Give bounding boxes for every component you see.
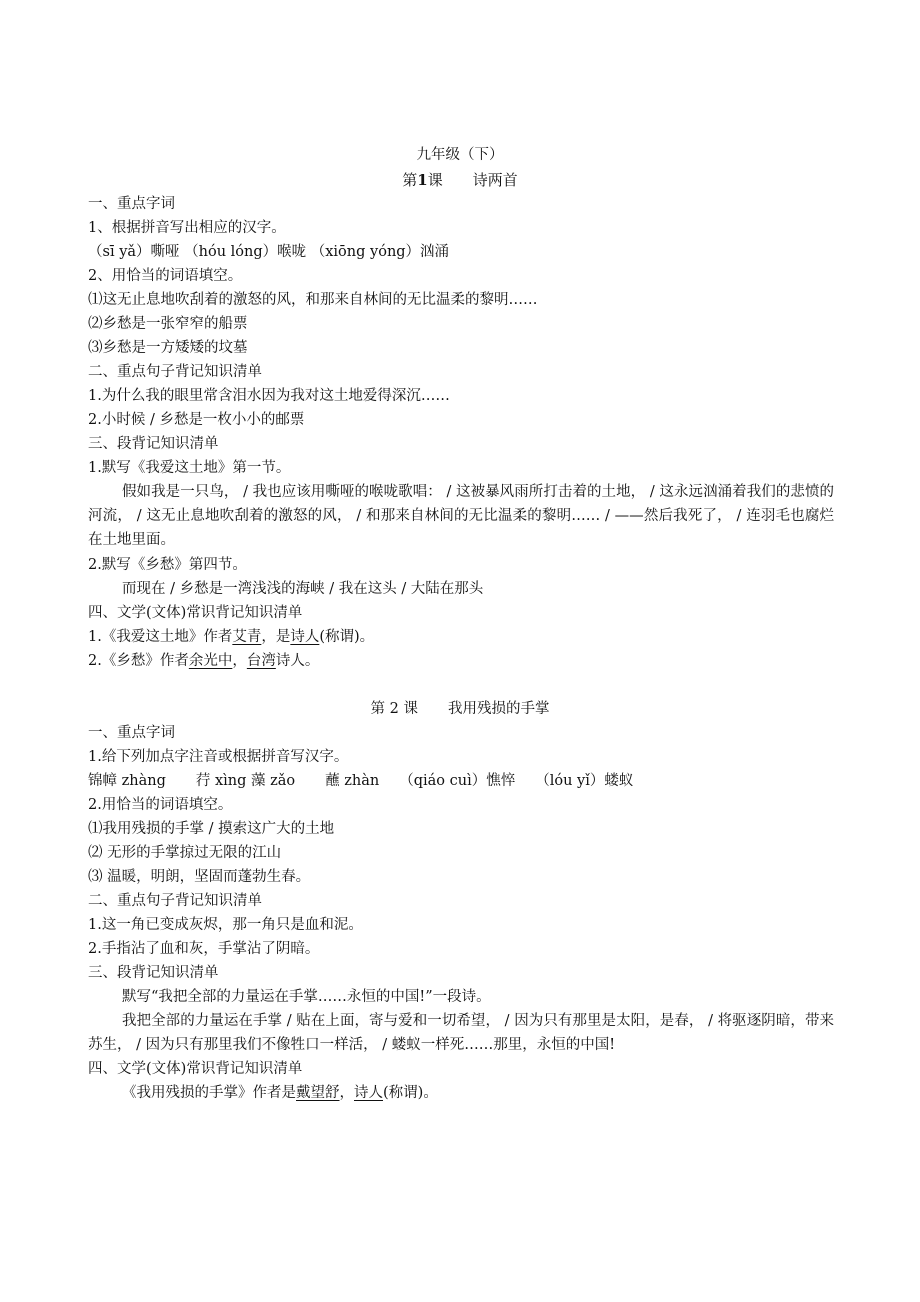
grade-title: 九年级（下） <box>416 147 504 163</box>
l2-s1-fill3: ⑶ 温暖，明朗，坚固而蓬勃生春。 <box>88 869 311 885</box>
l2-s4-line1 <box>122 1083 438 1103</box>
l1-s2-item1: 1.为什么我的眼里常含泪水因为我对这土地爱得深沉…… <box>88 388 450 404</box>
l2-section4-title: 四、文学(文体)常识背记知识清单 <box>88 1061 303 1077</box>
l1-s4-region-taiwan: 台湾 <box>246 653 276 669</box>
l1-s4-l2-sep: ， <box>232 653 247 669</box>
l1-s4-l2-text: 2.《乡愁》作者 <box>88 653 189 669</box>
l2-s1-item1: 1.给下列加点字注音或根据拼音写汉字。 <box>88 749 349 765</box>
l1-s1-fill1: ⑴这无止息地吹刮着的激怒的风，和那来自林间的无比温柔的黎明…… <box>88 292 538 308</box>
l1-section1-title: 一、重点字词 <box>88 196 175 212</box>
lesson1-heading-unit: 课 <box>427 171 443 189</box>
l1-s1-pinyin: （sī yǎ）嘶哑 （hóu lóng）喉咙 （xiōng yóng）汹涌 <box>88 244 450 260</box>
l2-s2-item1: 1.这一角已变成灰烬，那一角只是血和泥。 <box>88 917 363 933</box>
l1-s1-fill2: ⑵乡愁是一张窄窄的船票 <box>88 316 248 332</box>
l2-pinyin-zhan: 蘸 zhàn <box>325 773 380 789</box>
l1-s4-l1-end: (称谓)。 <box>319 629 375 645</box>
l2-s1-fill2: ⑵ 无形的手掌掠过无限的江山 <box>88 845 282 861</box>
lesson1-heading-num: 第 <box>402 171 418 189</box>
l2-s4-l1-sep: ， <box>339 1085 354 1101</box>
l2-s4-l1-text: 《我用残损的手掌》作者是 <box>122 1085 296 1101</box>
l1-s3-item2: 2.默写《乡愁》第四节。 <box>88 557 247 573</box>
lesson1-heading <box>0 170 920 190</box>
l1-s1-fill3: ⑶乡愁是一方矮矮的坟墓 <box>88 340 248 356</box>
l1-s4-l1-text: 1.《我爱这土地》作者 <box>88 629 233 645</box>
l2-s1-pinyin <box>88 771 633 791</box>
l2-s1-fill1: ⑴我用残损的手掌 / 摸索这广大的土地 <box>88 821 335 837</box>
l2-s1-item2: 2.用恰当的词语填空。 <box>88 797 233 813</box>
l2-pinyin-jinzhang: 锦幛 zhàng <box>88 773 166 789</box>
l1-s4-l2-end: 诗人。 <box>275 653 320 669</box>
l2-s4-title-poet: 诗人 <box>354 1085 383 1101</box>
lesson1-heading-number: 1 <box>417 171 428 189</box>
l1-section2-title: 二、重点句子背记知识清单 <box>88 364 262 380</box>
lesson2-heading <box>0 699 920 719</box>
l1-s1-item1: 1、根据拼音写出相应的汉字。 <box>88 220 286 236</box>
l2-s4-author-daiwangshu: 戴望舒 <box>296 1085 340 1101</box>
l2-s2-item2: 2.手指沾了血和灰，手掌沾了阴暗。 <box>88 941 320 957</box>
l2-s3-poem1: 我把全部的力量运在手掌 / 贴在上面，寄与爱和一切希望， / 因为只有那里是太阳，是春， / 将驱逐阴暗，带来苏生， / 因为只有那里我们不像牲口一样活， / 蝼蚁一样死……那里，永恒的中国! <box>88 1013 834 1053</box>
l1-s4-line1 <box>88 627 374 647</box>
l1-s4-author-yuguangzhong: 余光中 <box>188 653 233 669</box>
l2-pinyin-qiaocui: （qiáo cuì）憔悴 <box>399 773 516 789</box>
l2-section1-title: 一、重点字词 <box>88 725 175 741</box>
l1-s3-poem2: 而现在 / 乡愁是一湾浅浅的海峡 / 我在这头 / 大陆在那头 <box>122 581 484 597</box>
l1-s1-item2: 2、用恰当的词语填空。 <box>88 268 243 284</box>
l2-s3-item1: 默写“我把全部的力量运在手掌……永恒的中国!”一段诗。 <box>122 989 491 1005</box>
l1-section4-title: 四、文学(文体)常识背记知识清单 <box>88 605 303 621</box>
lesson1-heading-title: 诗两首 <box>472 171 518 189</box>
l1-s4-line2 <box>88 651 319 671</box>
l2-s4-l1-end: (称谓)。 <box>383 1085 438 1101</box>
lesson2-heading-num: 第 2 课 <box>370 701 418 717</box>
l2-section2-title: 二、重点句子背记知识清单 <box>88 893 262 909</box>
l2-section3-title: 三、段背记知识清单 <box>88 965 219 981</box>
l2-pinyin-louyi: （lóu yǐ）蝼蚁 <box>535 773 634 789</box>
lesson2-heading-title: 我用残损的手掌 <box>447 701 550 717</box>
l1-s3-poem1: 假如我是一只鸟， / 我也应该用嘶哑的喉咙歌唱： / 这被暴风雨所打击着的土地， / 这永远汹涌着我们的悲愤的河流， / 这无止息地吹刮着的激怒的风， / 和那来自林间的无比温柔的黎明…… / ——然后我死了， / 连羽毛也腐烂在土地里面。 <box>88 484 834 548</box>
l1-s3-item1: 1.默写《我爱这土地》第一节。 <box>88 460 291 476</box>
l1-s4-title-poet: 诗人 <box>290 629 320 645</box>
l1-s2-item2: 2.小时候 / 乡愁是一枚小小的邮票 <box>88 412 305 428</box>
l1-s4-l1-sep: ，是 <box>261 629 291 645</box>
l1-section3-title: 三、段背记知识清单 <box>88 436 219 452</box>
l1-s4-author-aiqing: 艾青 <box>232 629 262 645</box>
l2-pinyin-xingzao: 荇 xìng 藻 zǎo <box>195 773 296 789</box>
